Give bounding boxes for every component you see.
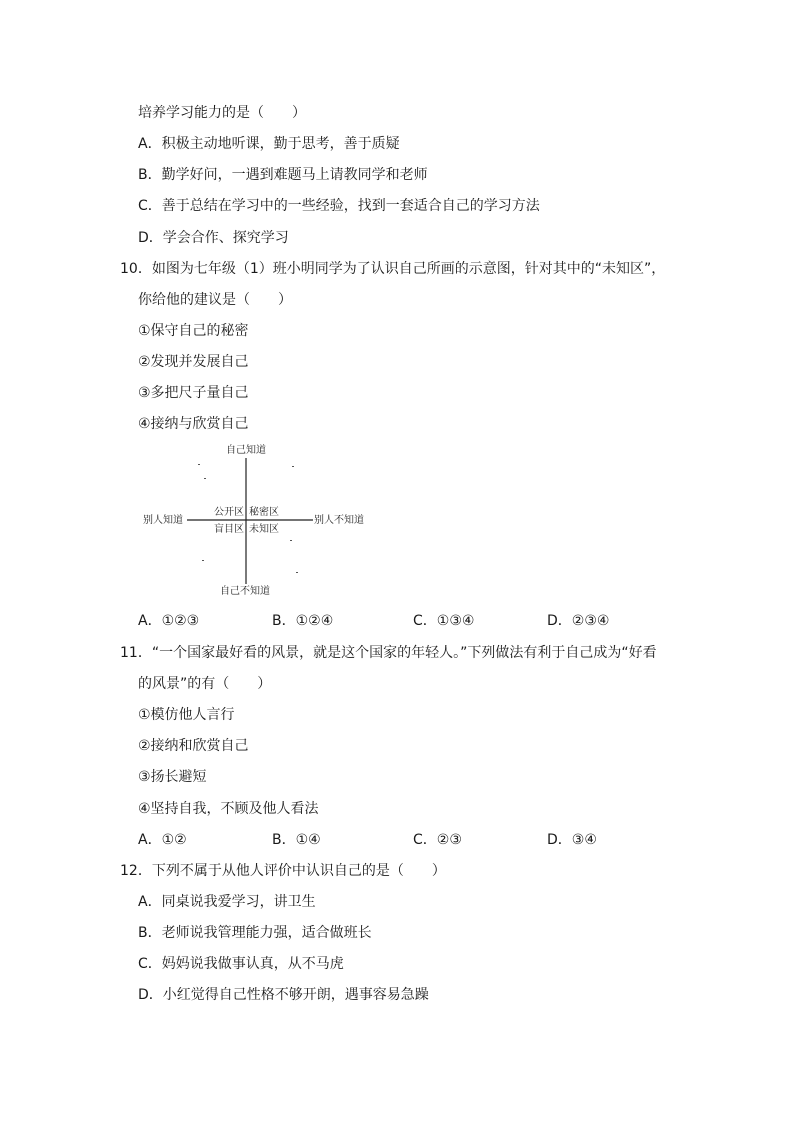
q11-choice-c: C．②③	[413, 832, 462, 848]
q10-choices	[0, 611, 794, 631]
q12-option-b: B．老师说我管理能力强，适合做班长	[138, 925, 372, 941]
q11-choices	[0, 830, 794, 850]
scan-speck	[202, 560, 204, 561]
q11-stem-line2: 的风景”的有（ ）	[138, 676, 272, 692]
q10-item-3: ③多把尺子量自己	[138, 385, 249, 401]
q12-stem: 12．下列不属于从他人评价中认识自己的是（ ）	[120, 863, 446, 879]
label-others-known: 别人知道	[143, 515, 183, 526]
scan-speck	[296, 572, 298, 573]
scan-speck	[204, 478, 206, 479]
label-self-known: 自己知道	[226, 445, 266, 456]
q11-choice-b: B．①④	[272, 832, 321, 848]
q12-option-d: D．小红觉得自己性格不够开朗，遇事容易急躁	[138, 987, 429, 1003]
q11-item-4: ④坚持自我，不顾及他人看法	[138, 801, 319, 817]
q12-option-a: A．同桌说我爱学习，讲卫生	[138, 894, 316, 910]
johari-diagram	[130, 440, 380, 600]
q11-choice-d: D．③④	[547, 832, 597, 848]
q10-stem-line2: 你给他的建议是（ ）	[138, 292, 292, 308]
q11-item-3: ③扬长避短	[138, 769, 207, 785]
label-self-unknown: 自己不知道	[220, 586, 270, 597]
quadrant-public: 公开区	[214, 507, 244, 518]
q11-choice-a: A．①②	[138, 832, 187, 848]
q9-stem: 培养学习能力的是（ ）	[138, 105, 306, 121]
q10-choice-b: B．①②④	[272, 613, 334, 629]
q9-option-a: A．积极主动地听课，勤于思考，善于质疑	[138, 136, 400, 152]
quadrant-blind: 盲目区	[214, 524, 244, 535]
q10-choice-a: A．①②③	[138, 613, 200, 629]
q9-option-b: B．勤学好问，一遇到难题马上请教同学和老师	[138, 167, 428, 183]
label-others-unknown: 别人不知道	[314, 515, 364, 526]
q10-choice-d: D．②③④	[547, 613, 610, 629]
scan-speck	[198, 464, 200, 465]
q11-item-1: ①模仿他人言行	[138, 707, 235, 723]
q10-choice-c: C．①③④	[413, 613, 475, 629]
q10-item-1: ①保守自己的秘密	[138, 323, 249, 339]
q10-item-4: ④接纳与欣赏自己	[138, 416, 249, 432]
quadrant-secret: 秘密区	[249, 507, 279, 518]
q11-stem-line1: 11．“一个国家最好看的风景，就是这个国家的年轻人。”下列做法有利于自己成为“好看	[120, 645, 657, 661]
q10-stem-line1: 10．如图为七年级（1）班小明同学为了认识自己所画的示意图，针对其中的“未知区”，	[120, 261, 666, 277]
q11-item-2: ②接纳和欣赏自己	[138, 738, 249, 754]
q12-option-c: C．妈妈说我做事认真，从不马虎	[138, 956, 344, 972]
scan-speck	[290, 540, 292, 541]
scan-speck	[292, 466, 294, 467]
q10-item-2: ②发现并发展自己	[138, 354, 249, 370]
quadrant-unknown: 未知区	[249, 524, 279, 535]
q9-option-c: C．善于总结在学习中的一些经验，找到一套适合自己的学习方法	[138, 198, 540, 214]
q9-option-d: D．学会合作、探究学习	[138, 230, 289, 246]
